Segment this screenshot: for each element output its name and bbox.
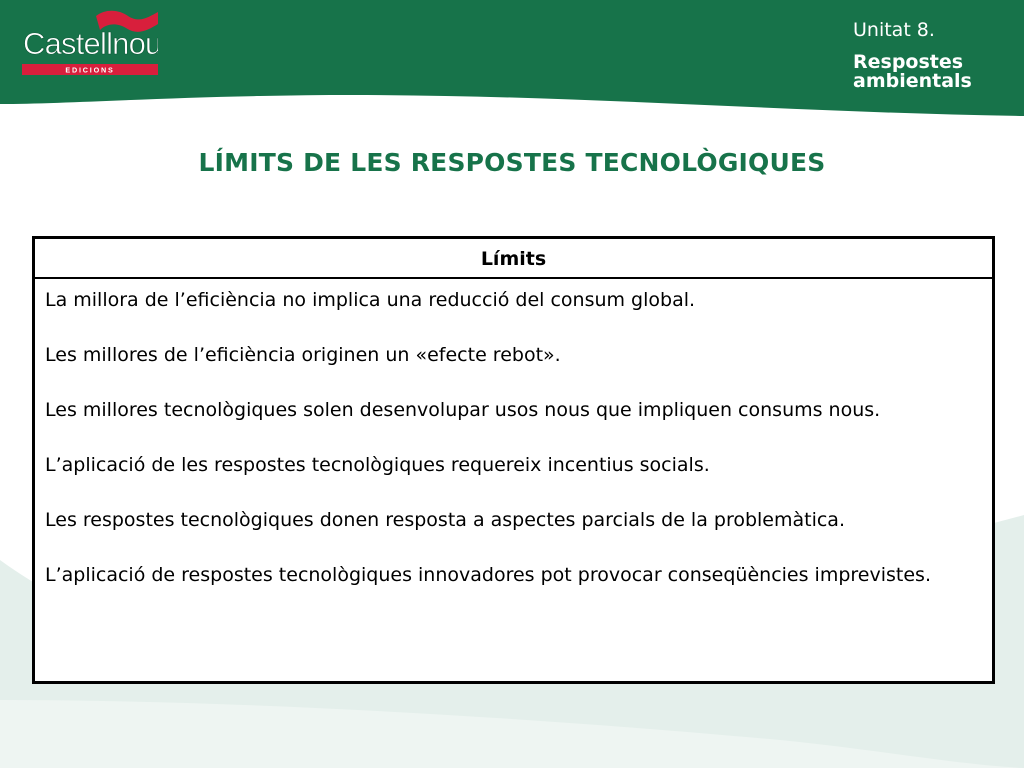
limit-item: L’aplicació de respostes tecnològiques innovadores pot provocar conseqüències imprevistes. [45, 564, 931, 586]
limit-item: L’aplicació de les respostes tecnològiques requereix incentius socials. [45, 454, 710, 476]
table-body [35, 279, 992, 589]
logo-subtitle: EDICIONS [65, 65, 115, 75]
unit-heading [853, 20, 1018, 91]
castellnou-logo [22, 10, 158, 78]
limit-item: La millora de l’eficiència no implica una reducció del consum global. [45, 289, 696, 311]
unit-title: Respostes ambientals [853, 51, 972, 92]
limits-table [32, 236, 995, 684]
page-title: LÍMITS DE LES RESPOSTES TECNOLÒGIQUES [198, 148, 826, 177]
limit-item: Les millores de l’eficiència originen un «efecte rebot». [45, 344, 561, 366]
unit-number: Unitat 8. [853, 19, 935, 41]
limit-item: Les millores tecnològiques solen desenvolupar usos nous que impliquen consums nous. [45, 399, 881, 421]
limit-item: Les respostes tecnològiques donen resposta a aspectes parcials de la problemàtica. [45, 509, 845, 531]
logo-wordmark: Castellnou [23, 26, 158, 61]
table-header: Límits [35, 239, 992, 279]
